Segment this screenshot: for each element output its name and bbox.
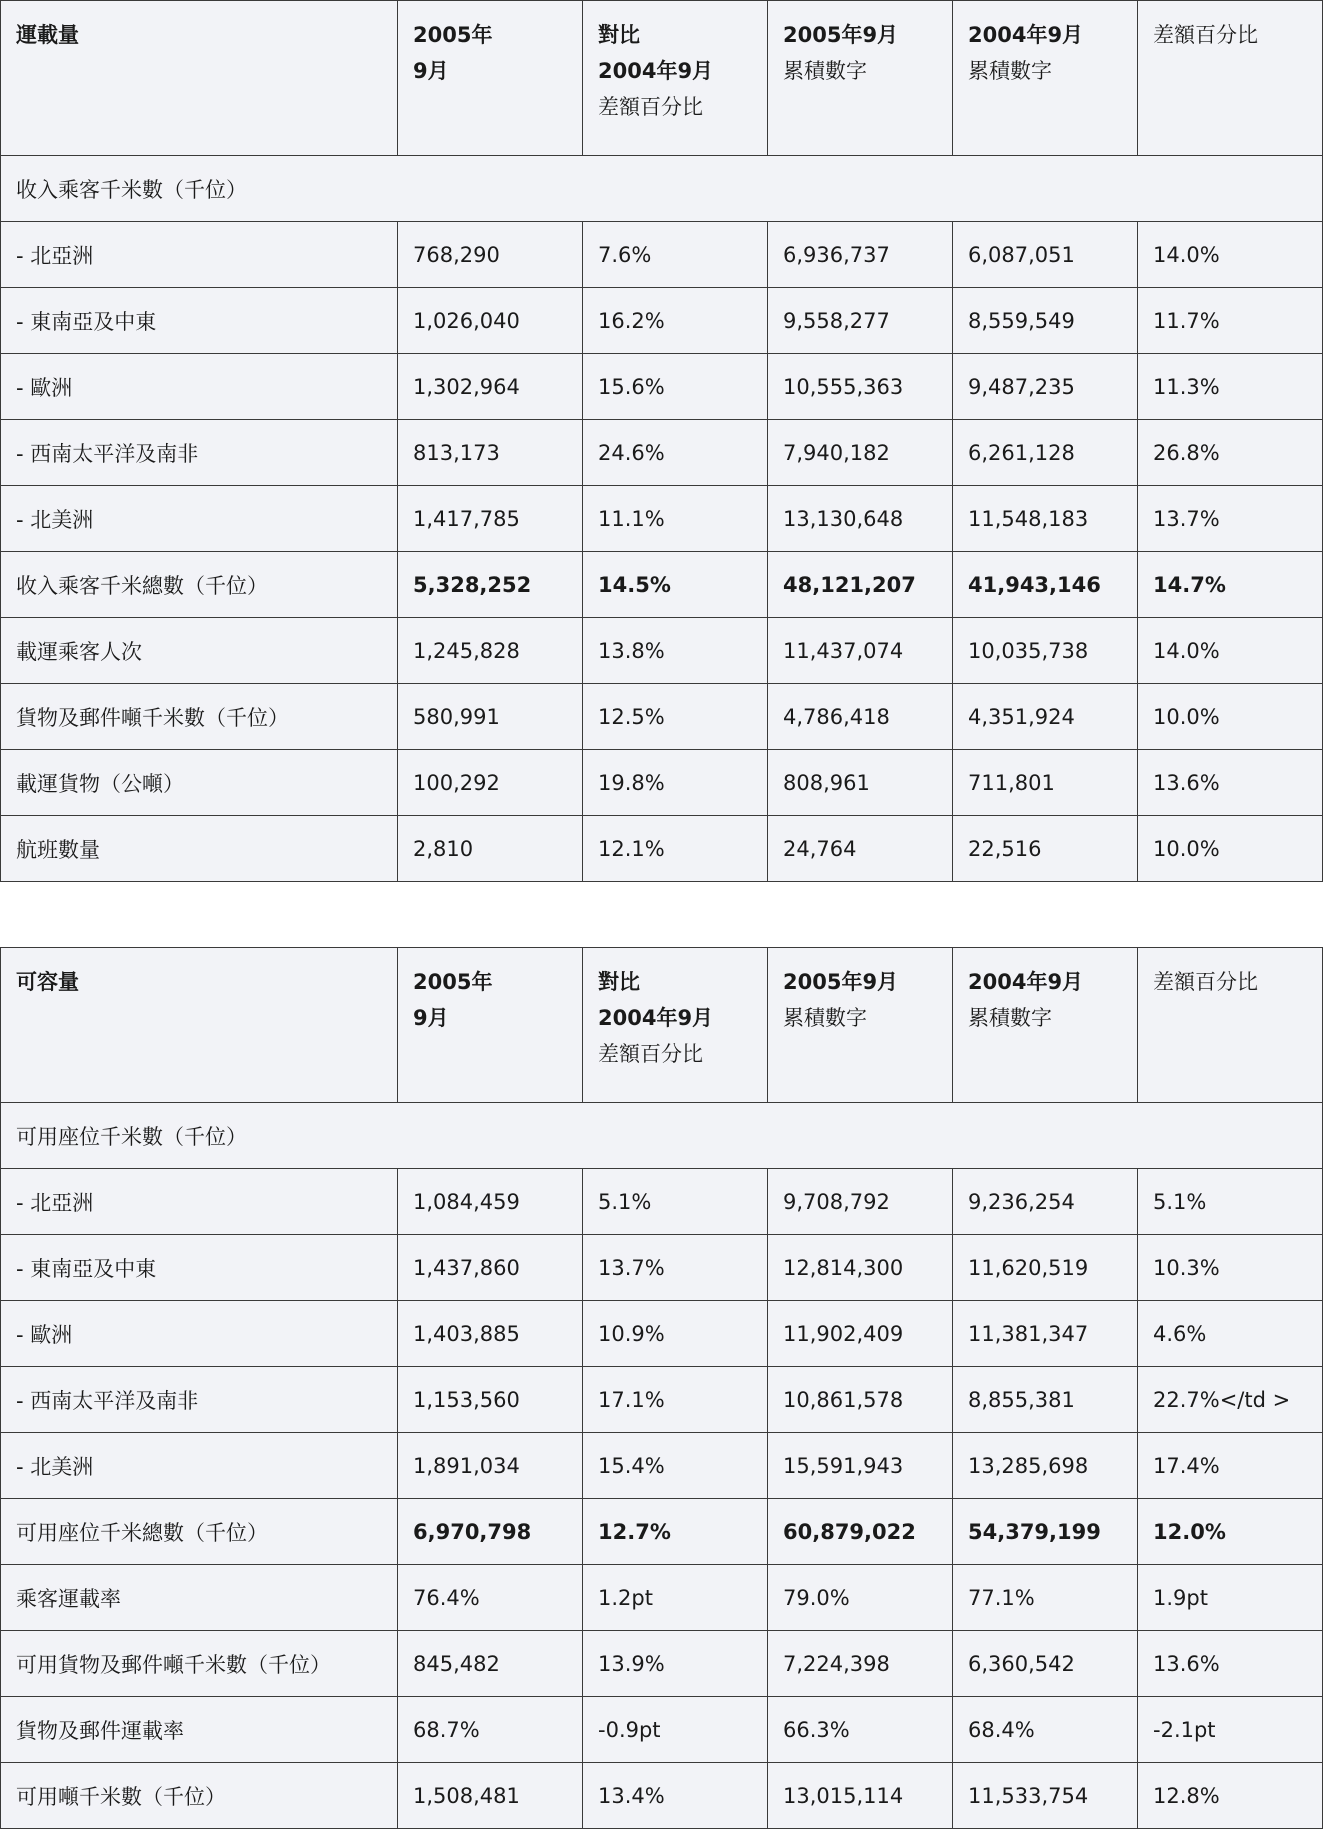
cell-value-5: 13.7%: [1138, 486, 1323, 552]
cell-value-5: 13.6%: [1138, 750, 1323, 816]
table-row: [1, 1565, 1323, 1631]
traffic-table: [0, 0, 1323, 882]
cell-value-2: 17.1%: [583, 1367, 768, 1433]
header-cum-2004-line2: 累積數字: [968, 1006, 1052, 1030]
cell-value-3: 808,961: [768, 750, 953, 816]
table-row: [1, 354, 1323, 420]
cell-value-3: 66.3%: [768, 1697, 953, 1763]
table-row: [1, 1433, 1323, 1499]
cell-value-5: -2.1pt: [1138, 1697, 1323, 1763]
cell-value-1: 1,403,885: [398, 1301, 583, 1367]
row-label: - 北亞洲: [1, 1169, 398, 1235]
row-label: 收入乘客千米總數（千位）: [1, 552, 398, 618]
header-cum-2005: [768, 948, 953, 1103]
table-row: [1, 1367, 1323, 1433]
cell-value-4: 77.1%: [953, 1565, 1138, 1631]
cell-value-1: 813,173: [398, 420, 583, 486]
section-row: [1, 1103, 1323, 1169]
cell-value-1: 1,437,860: [398, 1235, 583, 1301]
row-label: - 東南亞及中東: [1, 288, 398, 354]
cell-value-2: 1.2pt: [583, 1565, 768, 1631]
cell-value-2: 13.8%: [583, 618, 768, 684]
table-row: [1, 552, 1323, 618]
capacity-table: [0, 947, 1323, 1829]
cell-value-2: 15.6%: [583, 354, 768, 420]
table-row: [1, 750, 1323, 816]
cell-value-5: 10.0%: [1138, 816, 1323, 882]
table-row: [1, 816, 1323, 882]
cell-value-1: 1,026,040: [398, 288, 583, 354]
header-compare-line3: 差額百分比: [598, 95, 703, 119]
row-label: - 東南亞及中東: [1, 1235, 398, 1301]
cell-value-3: 24,764: [768, 816, 953, 882]
header-cum-2005-line1: 2005年9月: [783, 970, 899, 994]
cell-value-4: 10,035,738: [953, 618, 1138, 684]
cell-value-2: 11.1%: [583, 486, 768, 552]
cell-value-3: 11,437,074: [768, 618, 953, 684]
cell-value-4: 11,548,183: [953, 486, 1138, 552]
cell-value-5: 5.1%: [1138, 1169, 1323, 1235]
cell-value-2: 13.4%: [583, 1763, 768, 1829]
header-compare-line1: 對比: [598, 970, 640, 994]
section-label: 可用座位千米數（千位）: [1, 1103, 1323, 1169]
header-compare-line3: 差額百分比: [598, 1042, 703, 1066]
cell-value-3: 12,814,300: [768, 1235, 953, 1301]
cell-value-2: 12.1%: [583, 816, 768, 882]
header-cum-2004: [953, 948, 1138, 1103]
cell-value-5: 14.0%: [1138, 618, 1323, 684]
header-compare-line2: 2004年9月: [598, 59, 714, 83]
header-diff-pct: 差額百分比: [1138, 1, 1323, 156]
row-label: 可用貨物及郵件噸千米數（千位）: [1, 1631, 398, 1697]
cell-value-4: 9,487,235: [953, 354, 1138, 420]
header-cum-2004-line1: 2004年9月: [968, 23, 1084, 47]
cell-value-2: -0.9pt: [583, 1697, 768, 1763]
cell-value-1: 580,991: [398, 684, 583, 750]
cell-value-4: 11,533,754: [953, 1763, 1138, 1829]
cell-value-5: 22.7%</td >: [1138, 1367, 1323, 1433]
cell-value-3: 15,591,943: [768, 1433, 953, 1499]
row-label: 可用座位千米總數（千位）: [1, 1499, 398, 1565]
cell-value-1: 768,290: [398, 222, 583, 288]
header-category: 可容量: [1, 948, 398, 1103]
traffic-body: [1, 222, 1323, 882]
row-label: 載運乘客人次: [1, 618, 398, 684]
header-cum-2005-line2: 累積數字: [783, 59, 867, 83]
cell-value-4: 41,943,146: [953, 552, 1138, 618]
cell-value-5: 11.7%: [1138, 288, 1323, 354]
table-row: [1, 420, 1323, 486]
row-label: - 北美洲: [1, 486, 398, 552]
cell-value-4: 6,087,051: [953, 222, 1138, 288]
cell-value-1: 1,417,785: [398, 486, 583, 552]
cell-value-3: 11,902,409: [768, 1301, 953, 1367]
cell-value-5: 11.3%: [1138, 354, 1323, 420]
cell-value-3: 10,861,578: [768, 1367, 953, 1433]
cell-value-3: 60,879,022: [768, 1499, 953, 1565]
row-label: 貨物及郵件運載率: [1, 1697, 398, 1763]
table-row: [1, 1499, 1323, 1565]
header-cum-2004-line1: 2004年9月: [968, 970, 1084, 994]
cell-value-4: 22,516: [953, 816, 1138, 882]
cell-value-1: 1,245,828: [398, 618, 583, 684]
cell-value-5: 4.6%: [1138, 1301, 1323, 1367]
header-month: [398, 1, 583, 156]
table-row: [1, 288, 1323, 354]
table-row: [1, 684, 1323, 750]
cell-value-4: 9,236,254: [953, 1169, 1138, 1235]
header-cum-2005-line2: 累積數字: [783, 1006, 867, 1030]
header-month-year: 2005年: [413, 970, 493, 994]
header-cum-2005: [768, 1, 953, 156]
cell-value-2: 19.8%: [583, 750, 768, 816]
cell-value-4: 6,360,542: [953, 1631, 1138, 1697]
row-label: - 西南太平洋及南非: [1, 420, 398, 486]
cell-value-5: 26.8%: [1138, 420, 1323, 486]
header-month-year: 2005年: [413, 23, 493, 47]
cell-value-5: 14.0%: [1138, 222, 1323, 288]
row-label: 貨物及郵件噸千米數（千位）: [1, 684, 398, 750]
row-label: 可用噸千米數（千位）: [1, 1763, 398, 1829]
header-category: 運載量: [1, 1, 398, 156]
header-month-month: 9月: [413, 59, 449, 83]
table-row: [1, 1169, 1323, 1235]
cell-value-3: 6,936,737: [768, 222, 953, 288]
cell-value-5: 1.9pt: [1138, 1565, 1323, 1631]
cell-value-4: 11,381,347: [953, 1301, 1138, 1367]
cell-value-5: 17.4%: [1138, 1433, 1323, 1499]
cell-value-1: 6,970,798: [398, 1499, 583, 1565]
cell-value-2: 24.6%: [583, 420, 768, 486]
cell-value-2: 7.6%: [583, 222, 768, 288]
cell-value-2: 5.1%: [583, 1169, 768, 1235]
table-row: [1, 222, 1323, 288]
cell-value-1: 1,891,034: [398, 1433, 583, 1499]
header-compare: [583, 948, 768, 1103]
cell-value-3: 10,555,363: [768, 354, 953, 420]
cell-value-1: 1,084,459: [398, 1169, 583, 1235]
cell-value-3: 7,940,182: [768, 420, 953, 486]
cell-value-5: 13.6%: [1138, 1631, 1323, 1697]
header-cum-2005-line1: 2005年9月: [783, 23, 899, 47]
table-row: [1, 618, 1323, 684]
row-label: - 歐洲: [1, 1301, 398, 1367]
table-row: [1, 1631, 1323, 1697]
cell-value-2: 16.2%: [583, 288, 768, 354]
cell-value-4: 54,379,199: [953, 1499, 1138, 1565]
cell-value-3: 13,015,114: [768, 1763, 953, 1829]
cell-value-2: 15.4%: [583, 1433, 768, 1499]
cell-value-2: 13.7%: [583, 1235, 768, 1301]
header-compare: [583, 1, 768, 156]
cell-value-4: 13,285,698: [953, 1433, 1138, 1499]
cell-value-2: 12.7%: [583, 1499, 768, 1565]
cell-value-1: 76.4%: [398, 1565, 583, 1631]
cell-value-4: 11,620,519: [953, 1235, 1138, 1301]
table-row: [1, 486, 1323, 552]
cell-value-1: 1,302,964: [398, 354, 583, 420]
table-row: [1, 1301, 1323, 1367]
row-label: 載運貨物（公噸）: [1, 750, 398, 816]
cell-value-5: 12.0%: [1138, 1499, 1323, 1565]
header-diff-pct: 差額百分比: [1138, 948, 1323, 1103]
cell-value-1: 100,292: [398, 750, 583, 816]
cell-value-3: 7,224,398: [768, 1631, 953, 1697]
capacity-header-row: [1, 948, 1323, 1103]
header-compare-line2: 2004年9月: [598, 1006, 714, 1030]
cell-value-2: 14.5%: [583, 552, 768, 618]
cell-value-1: 845,482: [398, 1631, 583, 1697]
cell-value-4: 68.4%: [953, 1697, 1138, 1763]
cell-value-5: 10.3%: [1138, 1235, 1323, 1301]
cell-value-3: 4,786,418: [768, 684, 953, 750]
cell-value-3: 9,708,792: [768, 1169, 953, 1235]
cell-value-4: 711,801: [953, 750, 1138, 816]
traffic-header-row: [1, 1, 1323, 156]
cell-value-2: 13.9%: [583, 1631, 768, 1697]
row-label: 航班數量: [1, 816, 398, 882]
cell-value-4: 6,261,128: [953, 420, 1138, 486]
cell-value-2: 10.9%: [583, 1301, 768, 1367]
cell-value-3: 79.0%: [768, 1565, 953, 1631]
cell-value-3: 9,558,277: [768, 288, 953, 354]
cell-value-2: 12.5%: [583, 684, 768, 750]
cell-value-1: 1,153,560: [398, 1367, 583, 1433]
header-month: [398, 948, 583, 1103]
section-label: 收入乘客千米數（千位）: [1, 156, 1323, 222]
cell-value-4: 8,855,381: [953, 1367, 1138, 1433]
row-label: 乘客運載率: [1, 1565, 398, 1631]
cell-value-5: 14.7%: [1138, 552, 1323, 618]
row-label: - 歐洲: [1, 354, 398, 420]
table-row: [1, 1235, 1323, 1301]
cell-value-1: 1,508,481: [398, 1763, 583, 1829]
cell-value-1: 2,810: [398, 816, 583, 882]
cell-value-4: 4,351,924: [953, 684, 1138, 750]
cell-value-5: 12.8%: [1138, 1763, 1323, 1829]
row-label: - 北亞洲: [1, 222, 398, 288]
header-cum-2004-line2: 累積數字: [968, 59, 1052, 83]
cell-value-1: 68.7%: [398, 1697, 583, 1763]
capacity-body: [1, 1169, 1323, 1829]
cell-value-4: 8,559,549: [953, 288, 1138, 354]
cell-value-3: 13,130,648: [768, 486, 953, 552]
row-label: - 北美洲: [1, 1433, 398, 1499]
cell-value-5: 10.0%: [1138, 684, 1323, 750]
cell-value-3: 48,121,207: [768, 552, 953, 618]
header-compare-line1: 對比: [598, 23, 640, 47]
header-cum-2004: [953, 1, 1138, 156]
header-month-month: 9月: [413, 1006, 449, 1030]
section-row: [1, 156, 1323, 222]
row-label: - 西南太平洋及南非: [1, 1367, 398, 1433]
table-row: [1, 1697, 1323, 1763]
table-gap: [0, 882, 1323, 947]
cell-value-1: 5,328,252: [398, 552, 583, 618]
